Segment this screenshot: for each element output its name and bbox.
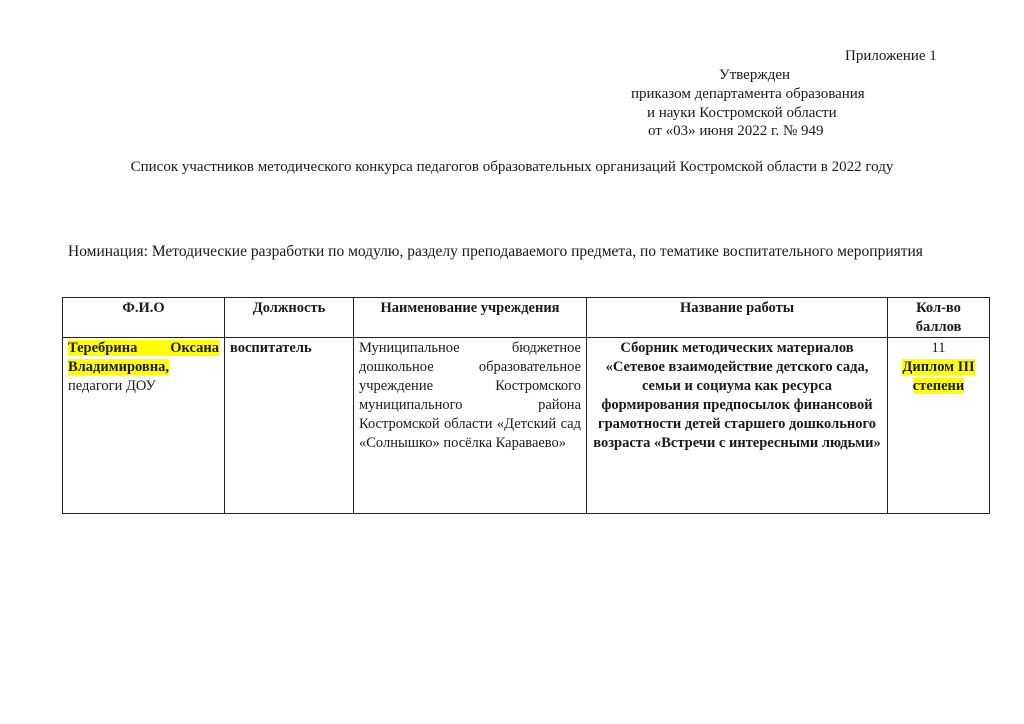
order-line-3: от «03» июня 2022 г. № 949	[648, 123, 824, 139]
cell-name	[63, 338, 225, 514]
participant-group: педагоги ДОУ	[68, 378, 156, 394]
order-line-2: и науки Костромской области	[647, 105, 837, 121]
table-header-row	[63, 298, 990, 338]
header-work: Название работы	[587, 298, 888, 338]
approved-label: Утвержден	[719, 67, 791, 83]
header-position: Должность	[225, 298, 354, 338]
appendix-label: Приложение 1	[845, 48, 937, 64]
cell-score	[888, 338, 990, 514]
score-value: 11	[931, 340, 946, 356]
table-row	[63, 338, 990, 514]
cell-work: Сборник методических материалов «Сетевое взаимодействие детского сада, семьи и социума как ресурса формирования предпосылок финансовой грамотности детей старшего дошкольного возраста «Встречи с интересными людьми»	[587, 338, 888, 514]
header-score: Кол-во баллов	[888, 298, 990, 338]
order-line-1: приказом департамента образования	[631, 86, 865, 102]
participant-name: Теребрина Оксана Владимировна,	[68, 340, 219, 375]
nomination-text: Номинация: Методические разработки по модулю, разделу преподаваемого предмета, по тематике воспитательного мероприятия	[68, 243, 923, 260]
participants-table	[62, 297, 990, 514]
document-title: Список участников методического конкурса педагогов образовательных организаций Костромской области в 2022 году	[130, 159, 894, 175]
cell-position: воспитатель	[225, 338, 354, 514]
award-label: Диплом III степени	[902, 359, 975, 394]
cell-institution: Муниципальное бюджетное дошкольное образовательное учреждение Костромского муниципального района Костромской области «Детский сад «Солнышко» посёлка Караваево»	[354, 338, 587, 514]
header-institution: Наименование учреждения	[354, 298, 587, 338]
header-name: Ф.И.О	[63, 298, 225, 338]
